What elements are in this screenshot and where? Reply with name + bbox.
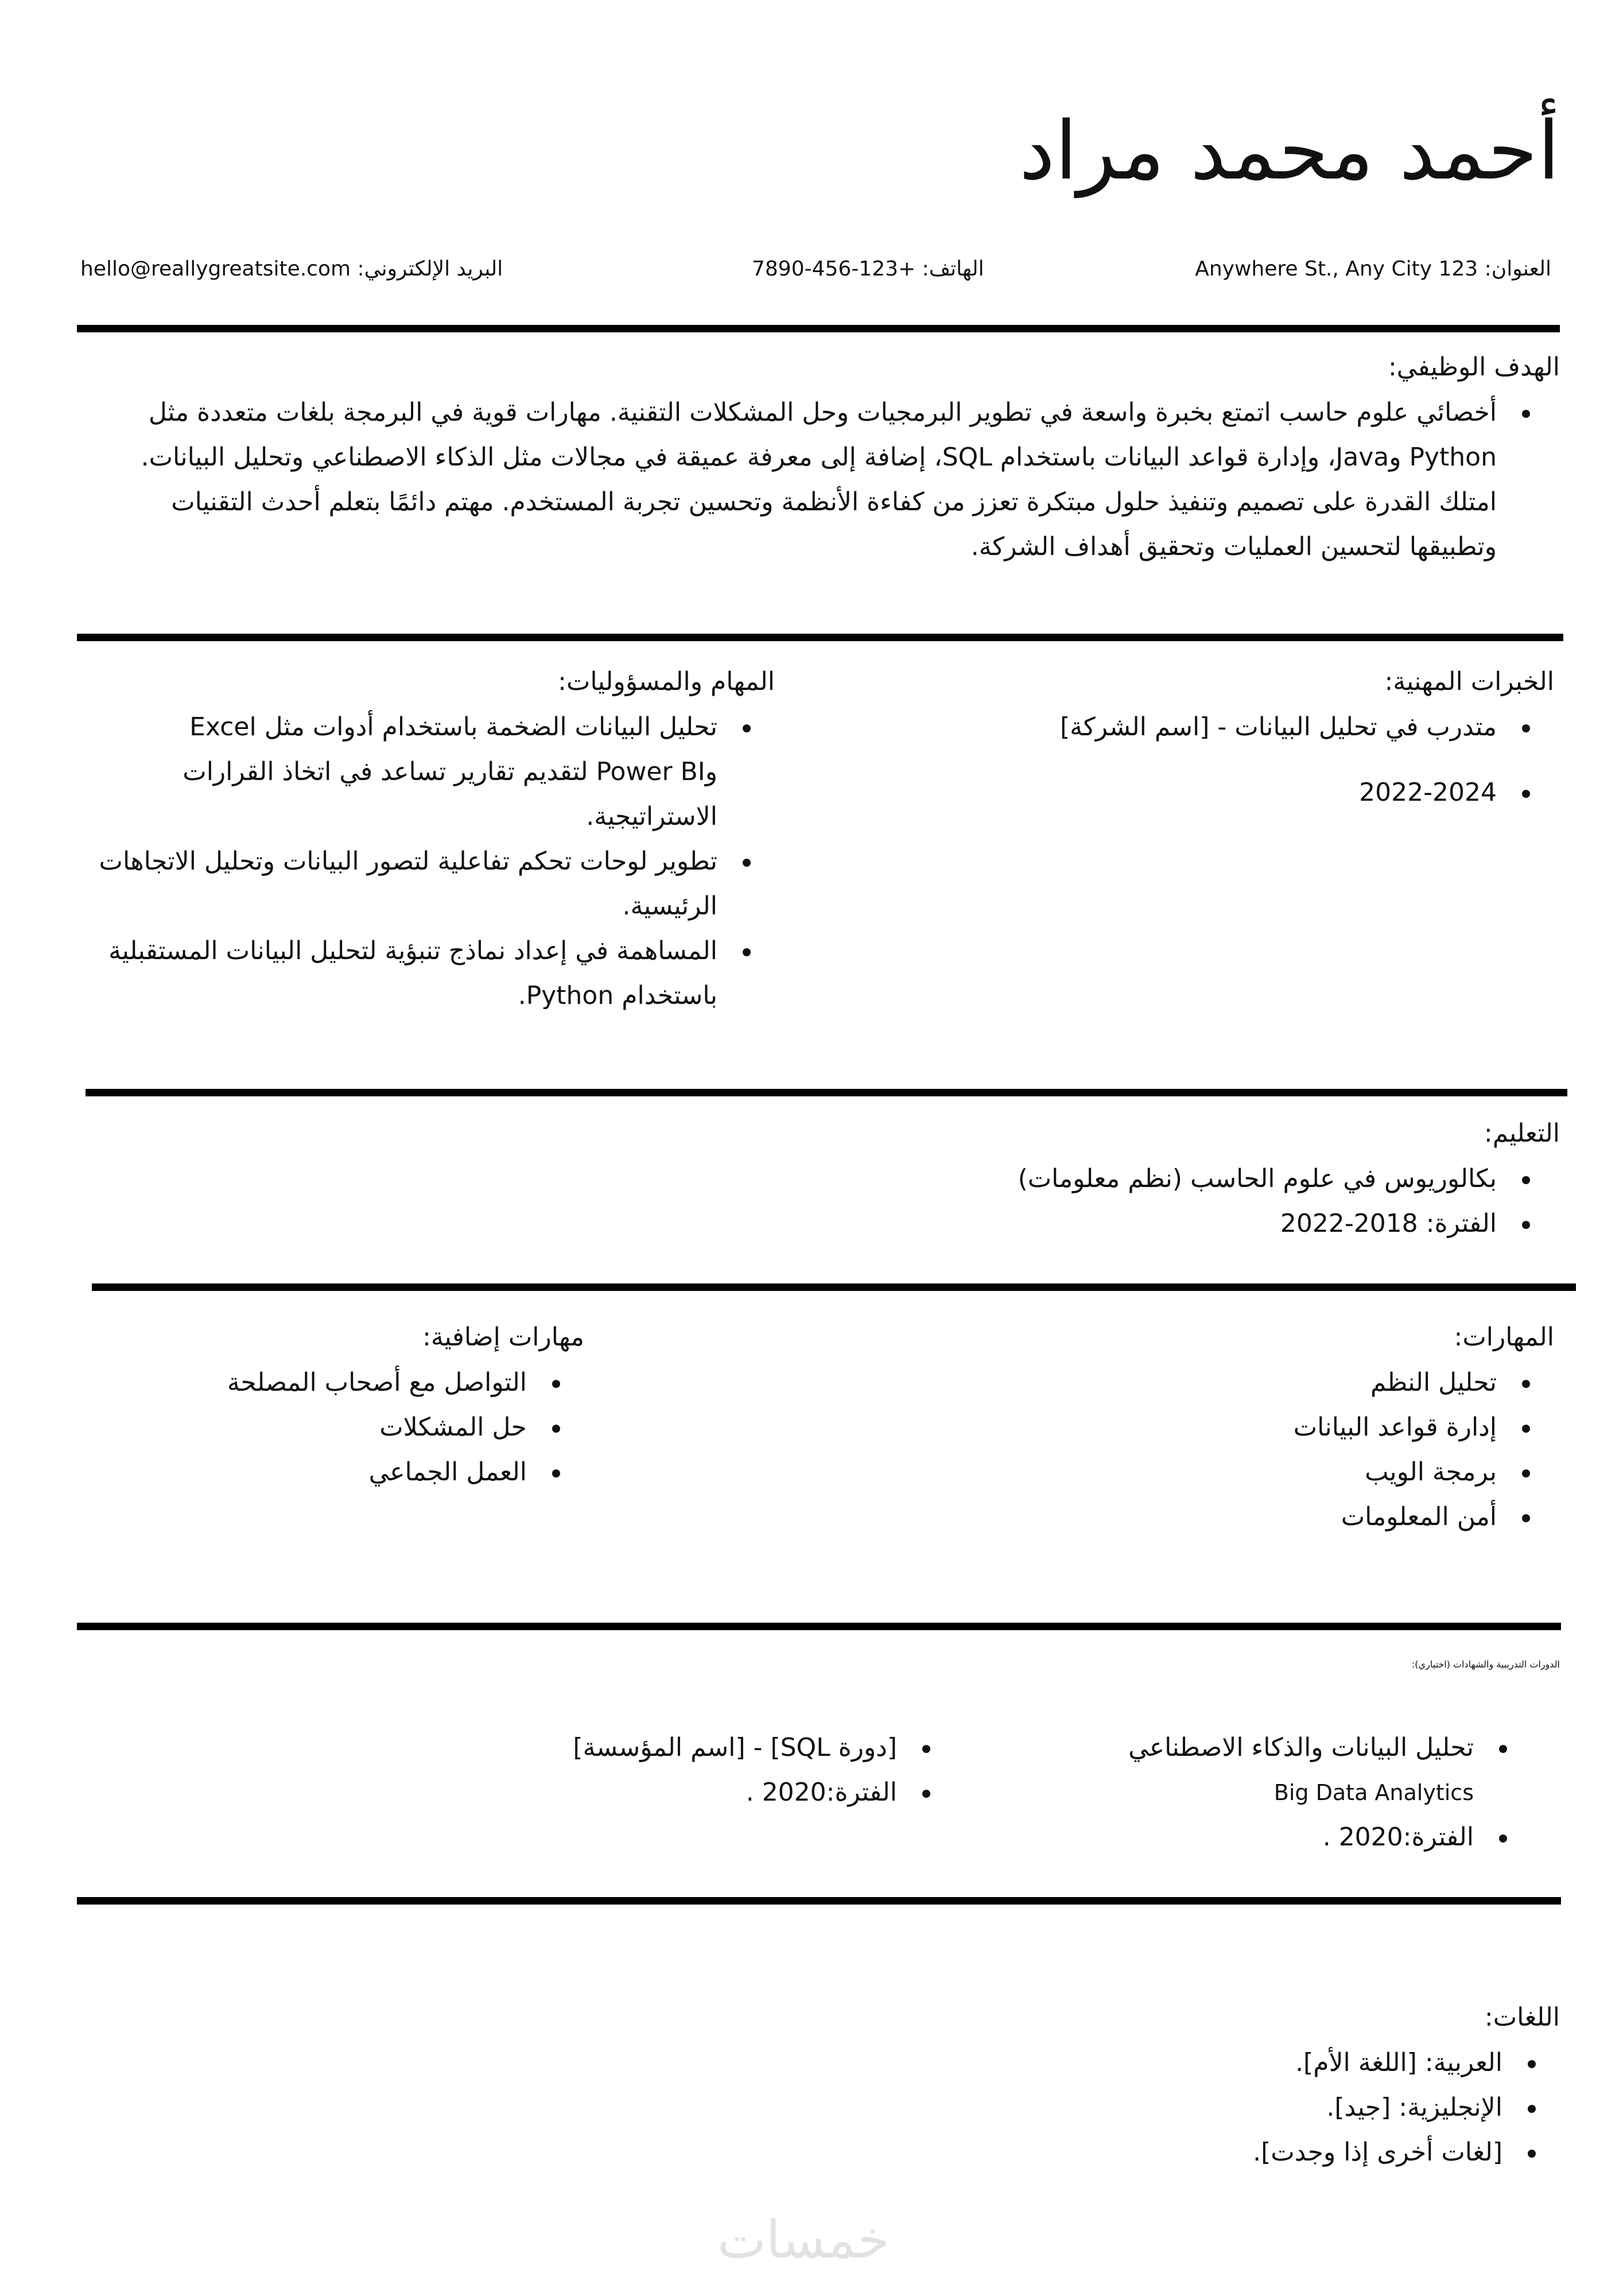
extra-skill-item: حل المشكلات [68, 1405, 527, 1450]
extra-skills-heading: مهارات إضافية: [422, 1322, 584, 1352]
courses-col-1 [997, 1725, 1514, 1860]
skill-item: تحليل النظم [980, 1360, 1497, 1405]
experience-section [837, 659, 1554, 815]
language-item: [لغات أخرى إذا وجدت]. [699, 2130, 1502, 2175]
course-item: [دورة SQL] - [اسم المؤسسة] [421, 1725, 897, 1770]
experience-item: 2022-2024 [837, 770, 1497, 815]
phone: الهاتف: +123-456-7890 [752, 257, 984, 281]
watermark-logo: خمسات [717, 2210, 890, 2270]
divider [77, 1623, 1561, 1630]
course-item: تحليل البيانات والذكاء الاصطناعي [997, 1725, 1474, 1770]
task-item: تطوير لوحات تحكم تفاعلية لتصور البيانات وتحليل الاتجاهات الرئيسية. [98, 839, 717, 929]
courses-col-2 [421, 1725, 937, 1815]
languages-heading: اللغات: [1484, 2003, 1560, 2032]
education-item: بكالوريوس في علوم الحاسب (نظم معلومات) [183, 1157, 1497, 1201]
task-item: المساهمة في إعداد نماذج تنبؤية لتحليل البيانات المستقبلية باستخدام Python. [98, 929, 717, 1018]
course-item: الفترة:2020 . [997, 1815, 1474, 1860]
courses-heading: الدورات التدريبية والشهادات (اختياري): [1411, 1659, 1560, 1670]
divider [92, 1283, 1576, 1291]
language-item: الإنجليزية: [جيد]. [699, 2085, 1502, 2130]
email: البريد الإلكتروني: hello@reallygreatsite.com [80, 257, 503, 281]
language-item: العربية: [اللغة الأم]. [699, 2041, 1502, 2085]
skill-item: برمجة الويب [980, 1450, 1497, 1495]
divider [77, 1897, 1561, 1905]
extra-skills-section [68, 1314, 584, 1495]
objective-text: أخصائي علوم حاسب اتمتع بخبرة واسعة في تطوير البرمجيات وحل المشكلات التقنية. مهارات قوية في البرمجة بلغات متعددة مثل Python وJava، وإدارة قواعد البيانات باستخدام SQL، إضافة إلى معرفة عميقة في مجالات مثل الذكاء الاصطناعي وتحليل البيانات. امتلك القدرة على تصميم وتنفيذ حلول مبتكرة تعزز من كفاءة الأنظمة وتحسين تجربة المستخدم. مهتم دائمًا بتعلم أحدث التقنيات وتطبيقها لتحسين العمليات وتحقيق أهداف الشركة. [79, 390, 1497, 569]
experience-item: متدرب في تحليل البيانات - [اسم الشركة] [837, 705, 1497, 750]
education-section [183, 1111, 1560, 1246]
skill-item: إدارة قواعد البيانات [980, 1405, 1497, 1450]
skill-item: أمن المعلومات [980, 1495, 1497, 1539]
course-subtitle: Big Data Analytics [1273, 1780, 1474, 1805]
objective-section [79, 344, 1560, 569]
education-heading: التعليم: [1484, 1119, 1560, 1148]
skills-section [980, 1314, 1554, 1539]
address: العنوان: 123 Anywhere St., Any City [1195, 257, 1551, 281]
divider [86, 1089, 1567, 1096]
course-item: الفترة:2020 . [421, 1770, 897, 1815]
extra-skill-item: العمل الجماعي [68, 1450, 527, 1495]
tasks-heading: المهام والمسؤوليات: [558, 667, 775, 696]
objective-heading: الهدف الوظيفي: [1388, 352, 1560, 382]
languages-section [699, 1995, 1560, 2175]
divider [77, 325, 1560, 332]
skills-heading: المهارات: [1454, 1322, 1554, 1352]
education-item: الفترة: 2018-2022 [183, 1201, 1497, 1246]
candidate-name: أحمد محمد مراد [1019, 104, 1560, 198]
extra-skill-item: التواصل مع أصحاب المصلحة [68, 1360, 527, 1405]
task-item: تحليل البيانات الضخمة باستخدام أدوات مثل Excel وPower BI لتقديم تقارير تساعد في اتخاذ القرارات الاستراتيجية. [98, 705, 717, 839]
experience-heading: الخبرات المهنية: [1384, 667, 1554, 696]
tasks-section [98, 659, 775, 1018]
divider [77, 634, 1563, 641]
